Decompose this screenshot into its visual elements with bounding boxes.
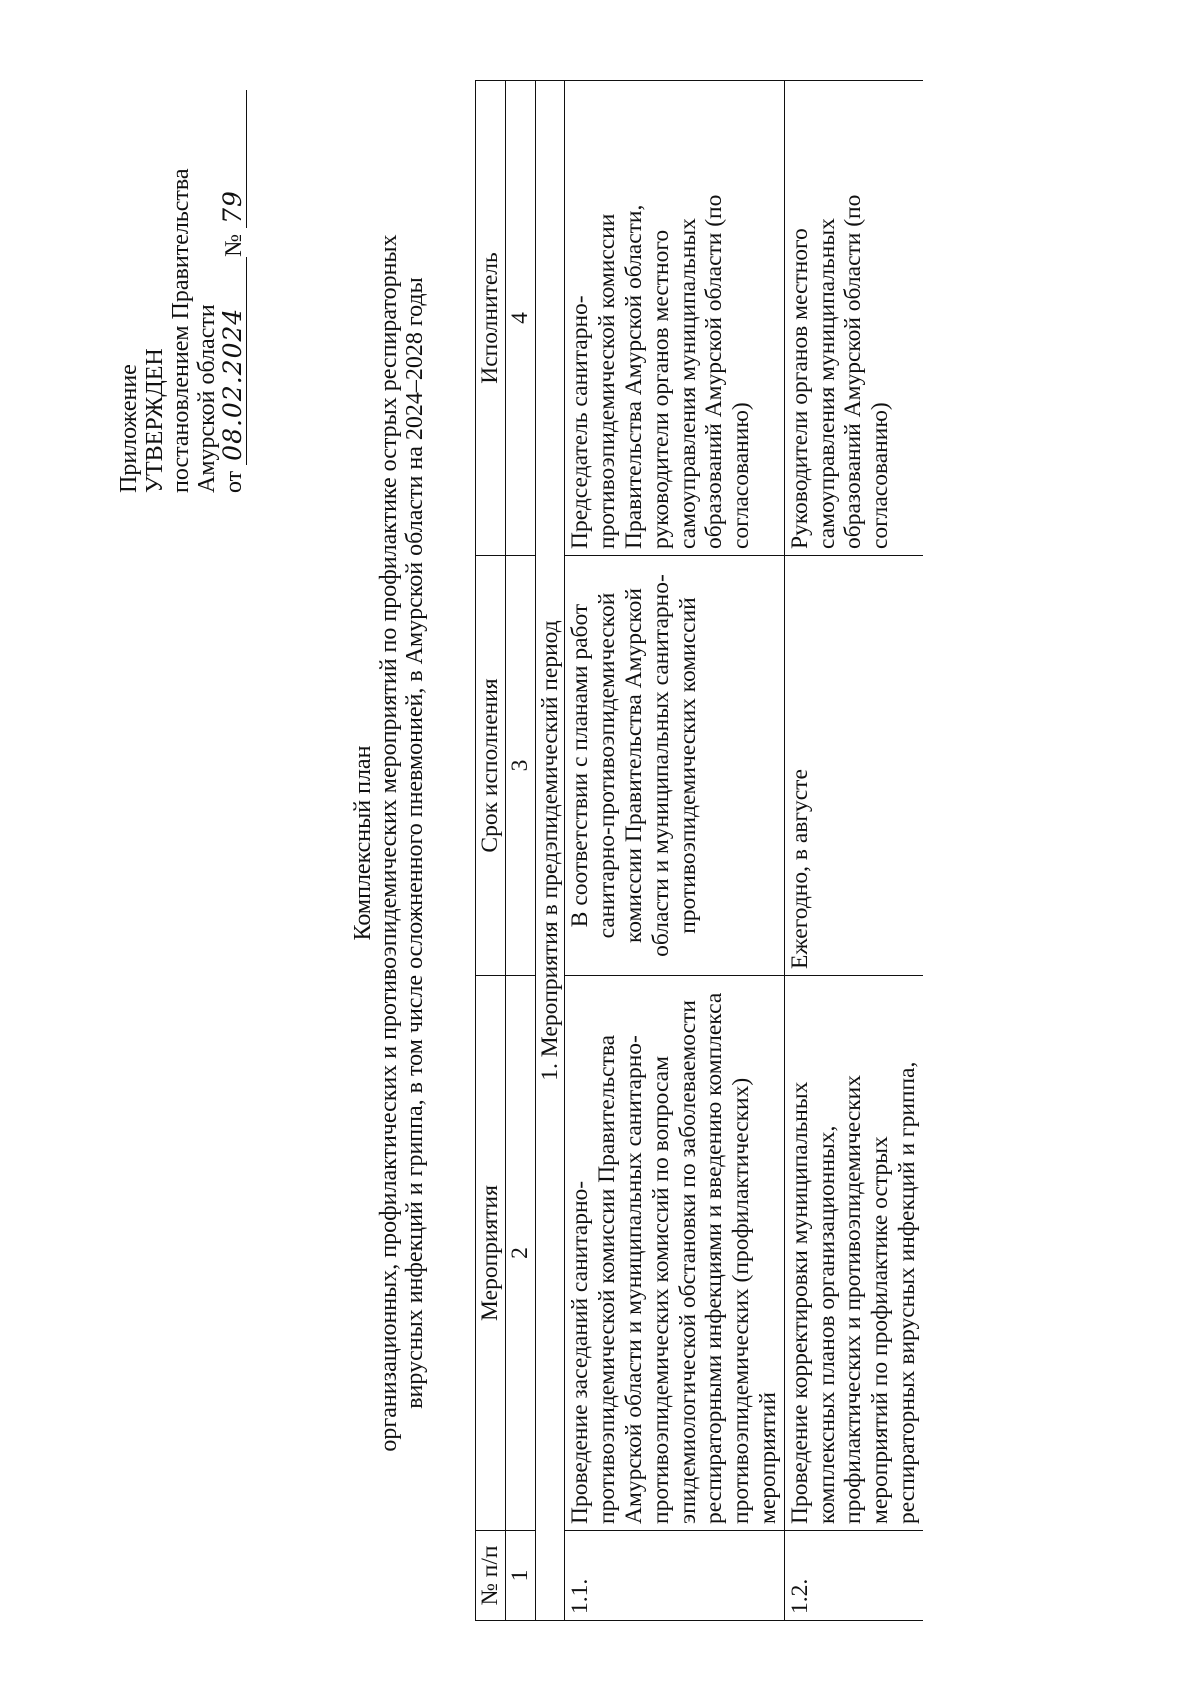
column-number: 4: [505, 81, 535, 556]
table-header-row: [476, 81, 506, 1621]
column-number: 2: [505, 976, 535, 1531]
number-label: №: [221, 233, 247, 257]
row-executor: Председатель санитарно-противоэпидемической комиссии Правительства Амурской области, руководители органов местного самоуправления муниципальных образований Амурской области (по согласованию): [565, 81, 784, 556]
row-number: 1.1.: [565, 1531, 784, 1621]
column-number: 3: [505, 556, 535, 976]
plan-title-line-2: организационных, профилактических и противоэпидемических мероприятий по профилактике острых респираторных: [376, 234, 402, 1452]
approval-region: Амурской области: [194, 304, 220, 493]
plan-title-line-3: вирусных инфекций и гриппа, в том числе осложненного пневмонией, в Амурской области на 2024–2028 годы: [402, 277, 428, 1409]
header-number: № п/п: [476, 1531, 506, 1621]
section-row: [535, 81, 565, 1621]
approval-date-line: [220, 73, 247, 493]
header-event: Мероприятия: [476, 976, 506, 1531]
plan-table: [475, 80, 923, 1621]
header-executor: Исполнитель: [476, 81, 506, 556]
approval-approved: УТВЕРЖДЕН: [142, 348, 168, 493]
approval-resolution: постановлением Правительства: [168, 168, 194, 493]
row-executor: Руководители органов местного самоуправления муниципальных образований Амурской области (по согласованию): [784, 81, 922, 556]
approval-block: [116, 73, 247, 493]
section-title: 1. Мероприятия в предэпидемический период: [535, 81, 565, 1621]
row-event: Проведение корректировки муниципальных комплексных планов организационных, профилактических и противоэпидемических мероприятий по профилактике острых респираторных вирусных инфекций и гриппа,: [784, 976, 922, 1531]
column-number-row: [505, 81, 535, 1621]
table-row: [784, 81, 922, 1621]
row-event: Проведение заседаний санитарно-противоэпидемической комиссии Правительства Амурской области и муниципальных санитарно-противоэпидемических комиссий по вопросам эпидемиологической обстановки по заболеваемости респираторными инфекциями и введению комплекса противоэпидемических (профилактических) мероприятий: [565, 976, 784, 1531]
row-term: В соответствии с планами работ санитарно-противоэпидемической комиссии Правительства Амурской области и муниципальных санитарно-противоэпидемических комиссий: [565, 556, 784, 976]
row-number: 1.2.: [784, 1531, 922, 1621]
plan-title-heading: Комплексный план: [350, 745, 376, 941]
header-term: Срок исполнения: [476, 556, 506, 976]
handwritten-date: 08.02.2024: [220, 257, 247, 465]
date-prefix: от: [221, 470, 247, 493]
approval-appendix: Приложение: [116, 364, 142, 493]
plan-title: [350, 63, 428, 1623]
row-term: Ежегодно, в августе: [784, 556, 922, 976]
table-row: [565, 81, 784, 1621]
column-number: 1: [505, 1531, 535, 1621]
handwritten-number: 79: [220, 90, 247, 228]
